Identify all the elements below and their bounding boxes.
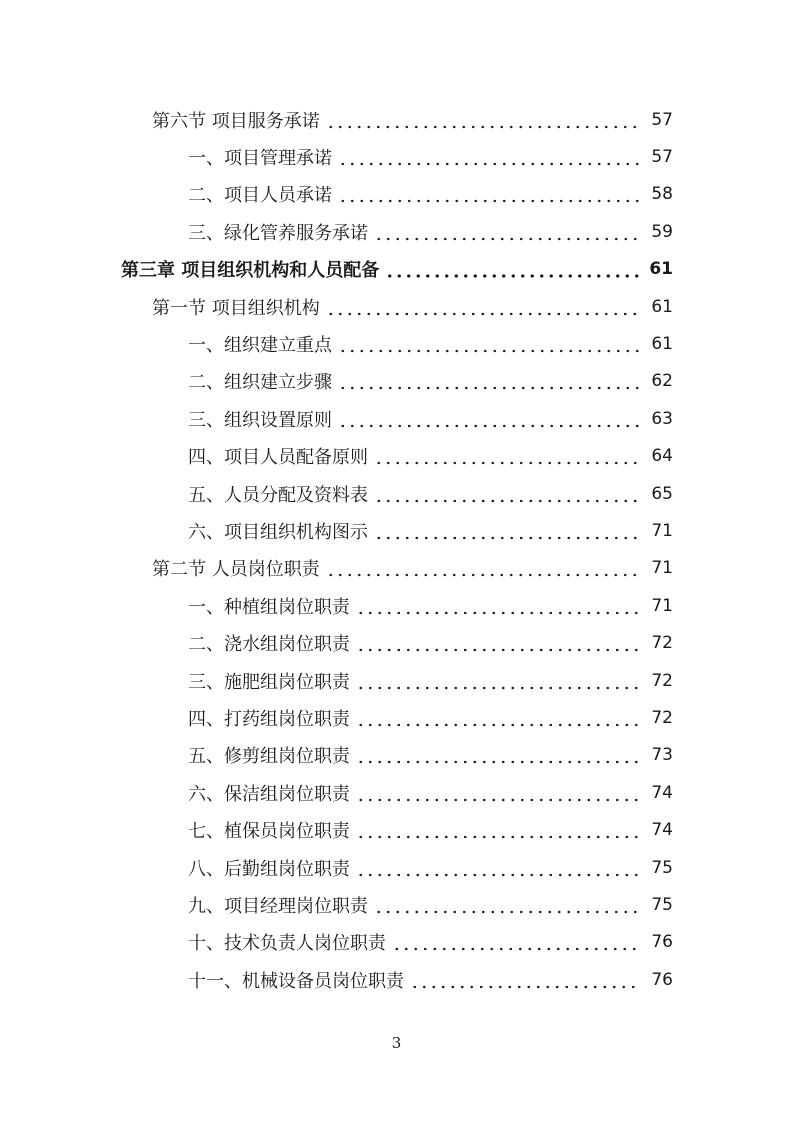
toc-entry[interactable] [0,288,673,325]
toc-entry[interactable] [0,325,673,362]
toc-entry-title: 八、后勤组岗位职责 [188,855,356,881]
toc-entry-title: 一、种植组岗位职责 [188,593,356,619]
toc-entry[interactable] [0,774,673,811]
toc-entry-page: 72 [651,707,673,728]
toc-entry-page: 71 [651,520,673,541]
dot-leader [338,148,639,166]
dot-leader [338,185,639,203]
dot-leader [326,298,639,316]
dot-leader [374,447,639,465]
toc-entry-title: 三、组织设置原则 [188,406,338,432]
dot-leader [356,859,639,877]
toc-entry-page: 71 [651,595,673,616]
dot-leader [338,335,639,353]
toc-entry-title: 第六节 项目服务承诺 [152,107,326,133]
table-of-contents [0,101,793,998]
toc-entry-title: 第一节 项目组织机构 [152,294,326,320]
toc-entry[interactable] [0,699,673,736]
dot-leader [392,933,639,951]
toc-entry[interactable] [0,849,673,886]
dot-leader [356,597,639,615]
toc-entry-page: 75 [651,857,673,878]
dot-leader [374,223,639,241]
toc-entry[interactable] [0,438,673,475]
toc-entry-page: 57 [651,147,673,168]
dot-leader [356,709,639,727]
dot-leader [374,522,639,540]
toc-entry-title: 一、组织建立重点 [188,331,338,357]
dot-leader [326,111,639,129]
toc-entry[interactable] [0,363,673,400]
toc-chapter-title: 第三章 项目组织机构和人员配备 [121,256,385,282]
toc-entry-page: 72 [651,633,673,654]
dot-leader [326,559,639,577]
dot-leader [338,410,639,428]
toc-entry[interactable] [0,101,673,138]
toc-entry-title: 二、浇水组岗位职责 [188,630,356,656]
toc-entry-page: 59 [651,221,673,242]
toc-entry-title: 十一、机械设备员岗位职责 [188,967,410,993]
toc-chapter-entry[interactable] [0,251,673,288]
toc-entry-page: 58 [651,184,673,205]
toc-entry-page: 71 [651,558,673,579]
toc-entry-page: 74 [651,782,673,803]
toc-entry-page: 61 [649,259,673,280]
toc-entry-title: 一、项目管理承诺 [188,144,338,170]
toc-entry[interactable] [0,624,673,661]
toc-entry-page: 61 [651,296,673,317]
page-number: 3 [391,1034,402,1052]
dot-leader [356,784,639,802]
toc-entry-page: 75 [651,894,673,915]
dot-leader [410,971,639,989]
toc-entry[interactable] [0,587,673,624]
toc-entry-title: 五、人员分配及资料表 [188,481,374,507]
toc-entry-page: 76 [651,932,673,953]
dot-leader [385,260,639,278]
toc-entry-page: 74 [651,820,673,841]
toc-entry-page: 64 [651,446,673,467]
toc-entry[interactable] [0,886,673,923]
toc-entry-page: 73 [651,745,673,766]
dot-leader [338,372,639,390]
toc-entry-page: 72 [651,670,673,691]
toc-entry[interactable] [0,400,673,437]
dot-leader [356,746,639,764]
toc-entry-title: 第二节 人员岗位职责 [152,555,326,581]
dot-leader [356,634,639,652]
toc-entry-page: 63 [651,408,673,429]
dot-leader [374,896,639,914]
toc-entry-title: 三、绿化管养服务承诺 [188,219,374,245]
toc-entry[interactable] [0,550,673,587]
toc-entry-page: 65 [651,483,673,504]
toc-entry-title: 三、施肥组岗位职责 [188,668,356,694]
dot-leader [374,485,639,503]
toc-entry-title: 四、项目人员配备原则 [188,443,374,469]
toc-entry[interactable] [0,737,673,774]
toc-entry[interactable] [0,512,673,549]
dot-leader [356,672,639,690]
toc-entry-page: 62 [651,371,673,392]
toc-entry[interactable] [0,811,673,848]
toc-entry[interactable] [0,662,673,699]
toc-entry[interactable] [0,924,673,961]
toc-entry-title: 六、项目组织机构图示 [188,518,374,544]
toc-entry-page: 57 [651,109,673,130]
dot-leader [356,821,639,839]
toc-entry-page: 61 [651,334,673,355]
toc-entry-title: 九、项目经理岗位职责 [188,892,374,918]
toc-entry-page: 76 [651,969,673,990]
toc-entry-title: 七、植保员岗位职责 [188,817,356,843]
toc-entry[interactable] [0,475,673,512]
toc-entry-title: 二、项目人员承诺 [188,181,338,207]
toc-entry-title: 五、修剪组岗位职责 [188,742,356,768]
toc-entry[interactable] [0,213,673,250]
toc-entry-title: 六、保洁组岗位职责 [188,780,356,806]
toc-entry-title: 二、组织建立步骤 [188,368,338,394]
toc-entry[interactable] [0,138,673,175]
toc-entry-title: 四、打药组岗位职责 [188,705,356,731]
toc-entry[interactable] [0,961,673,998]
toc-entry-title: 十、技术负责人岗位职责 [188,929,392,955]
toc-entry[interactable] [0,176,673,213]
